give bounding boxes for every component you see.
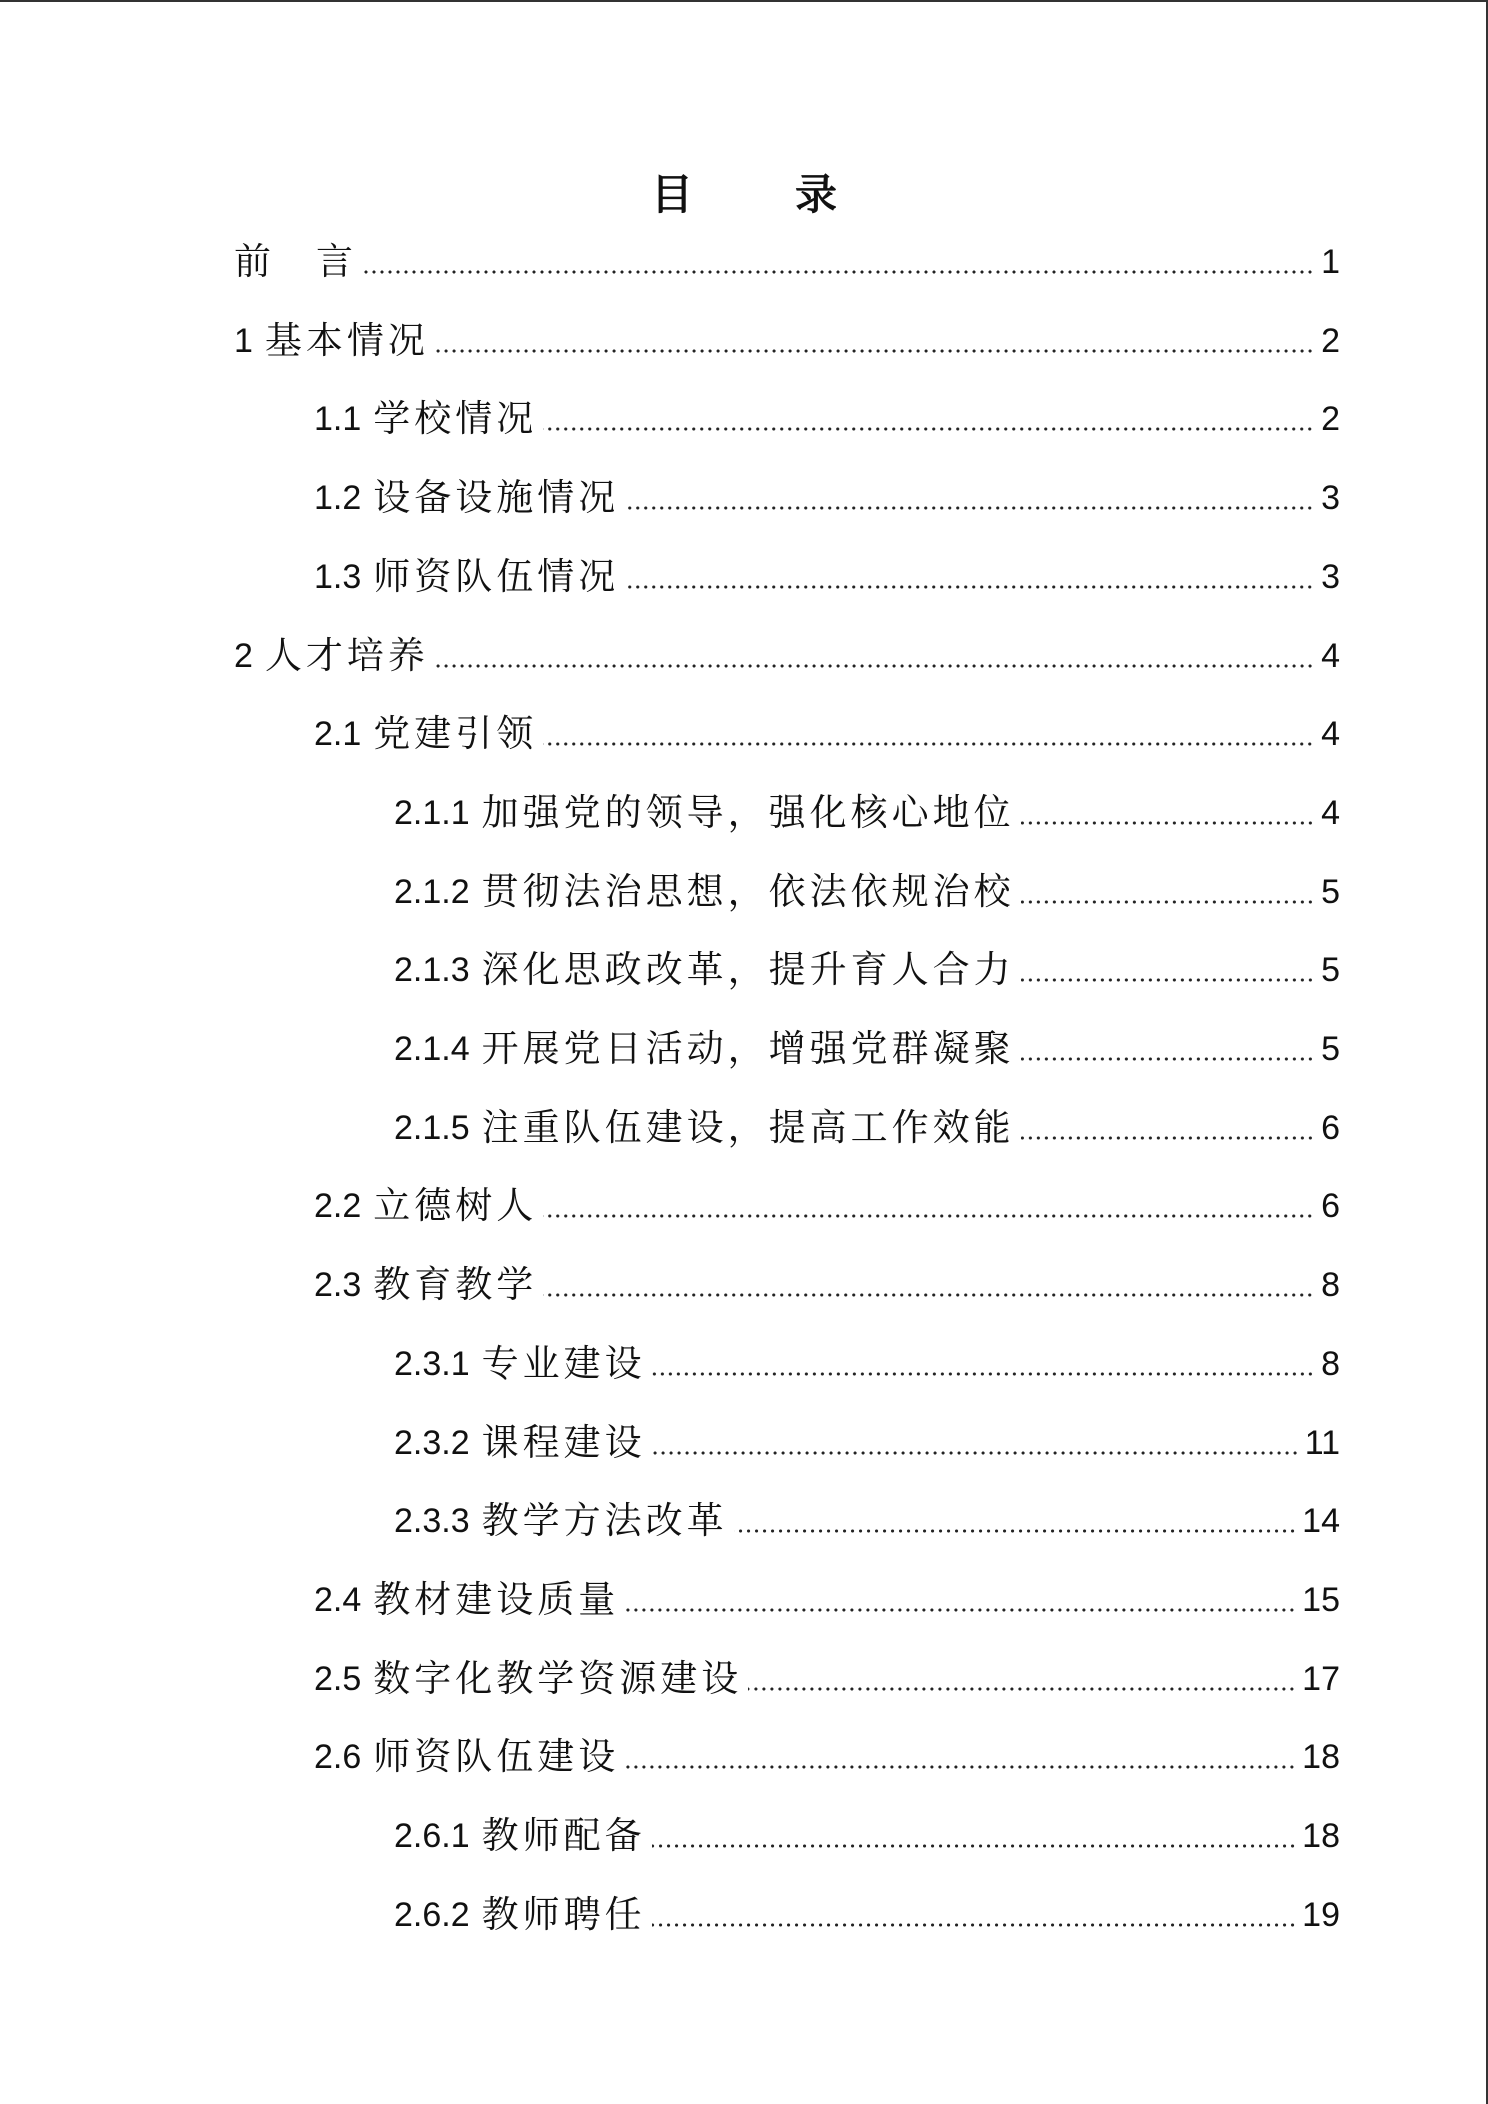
toc-entry-title: 开展党日活动，增强党群凝聚 <box>481 1027 1015 1070</box>
toc-entry-title: 立德树人 <box>373 1184 538 1228</box>
dot-leader <box>1021 1056 1314 1062</box>
toc-entry[interactable] <box>314 1562 1340 1622</box>
toc-entry[interactable] <box>394 932 1340 992</box>
toc-entry[interactable] <box>394 1011 1340 1071</box>
toc-entry[interactable] <box>314 381 1340 441</box>
toc-entry[interactable] <box>394 1877 1340 1937</box>
toc-entry-page-number: 15 <box>1302 1580 1340 1619</box>
toc-entry-title: 教育教学 <box>373 1263 538 1307</box>
toc-entry[interactable] <box>394 1798 1340 1858</box>
dot-leader <box>652 1371 1314 1377</box>
toc-entry-number: 1.1 <box>314 400 362 439</box>
toc-entry[interactable] <box>394 1405 1340 1465</box>
toc-entry-title: 专业建设 <box>481 1341 646 1385</box>
toc-entry-page-number: 18 <box>1302 1817 1340 1855</box>
toc-entry-number: 2.1.4 <box>394 1030 470 1068</box>
toc-entry-number: 2.3.2 <box>394 1423 470 1462</box>
toc-entry-number: 2.6 <box>314 1738 362 1777</box>
toc-entry-number: 2.1.5 <box>394 1108 470 1147</box>
toc-entry-title: 设备设施情况 <box>373 476 620 520</box>
toc-entry-page-number: 2 <box>1321 400 1340 439</box>
dot-leader <box>734 1528 1297 1534</box>
toc-entry-title: 党建引领 <box>373 712 538 756</box>
dot-leader <box>1021 899 1314 905</box>
toc-entry-page-number: 17 <box>1302 1659 1340 1698</box>
toc-entry[interactable] <box>394 775 1340 835</box>
dot-leader <box>1021 977 1314 983</box>
toc-entry[interactable] <box>314 696 1340 756</box>
toc-entry-title: 人才培养 <box>264 633 429 677</box>
dot-leader <box>625 1764 1296 1770</box>
toc-entry[interactable] <box>314 460 1340 520</box>
dot-leader <box>435 663 1314 669</box>
toc-entry[interactable] <box>234 303 1340 363</box>
dot-leader <box>543 741 1314 747</box>
dot-leader <box>543 1292 1314 1298</box>
toc-entry[interactable] <box>234 618 1340 678</box>
toc-entry-number: 2.3.1 <box>394 1344 470 1383</box>
toc-entry-title: 师资队伍情况 <box>373 554 620 598</box>
dot-leader <box>625 584 1314 590</box>
toc-entry-page-number: 18 <box>1302 1738 1340 1777</box>
page-title: 目 录 <box>650 170 867 219</box>
toc-entry-number: 2.1.2 <box>394 872 470 911</box>
dot-leader <box>435 348 1314 354</box>
toc-entry-page-number: 4 <box>1321 636 1340 675</box>
toc-entry-page-number: 8 <box>1321 1266 1340 1305</box>
toc-entry-title: 数字化教学资源建设 <box>373 1656 743 1700</box>
toc-entry[interactable] <box>394 854 1340 914</box>
toc-entry-page-number: 11 <box>1304 1423 1340 1462</box>
dot-leader <box>652 1843 1297 1849</box>
toc-entry-title: 教师聘任 <box>481 1892 646 1936</box>
toc-entry-number: 2.1.3 <box>394 951 470 990</box>
toc-entry-page-number: 5 <box>1321 1030 1340 1068</box>
toc-entry-number: 2.3 <box>314 1266 362 1305</box>
toc-entry[interactable] <box>314 539 1340 599</box>
toc-entry[interactable] <box>314 1641 1340 1701</box>
dot-leader <box>625 1607 1296 1613</box>
toc-entry-page-number: 3 <box>1321 557 1340 596</box>
dot-leader <box>1021 1135 1314 1141</box>
toc-entry-page-number: 4 <box>1321 715 1340 754</box>
toc-entry-title: 师资队伍建设 <box>373 1735 620 1779</box>
toc-entry-page-number: 4 <box>1321 793 1340 832</box>
toc-entry-number: 2.2 <box>314 1187 362 1226</box>
dot-leader <box>363 269 1314 275</box>
toc-entry-page-number: 5 <box>1321 872 1340 911</box>
toc-entry-title: 贯彻法治思想，依法依规治校 <box>481 869 1015 913</box>
dot-leader <box>625 505 1314 511</box>
toc-entry[interactable] <box>234 224 1340 284</box>
dot-leader <box>1021 820 1314 826</box>
toc-entry-number: 2.6.2 <box>394 1895 470 1934</box>
toc-entry-page-number: 14 <box>1302 1502 1340 1541</box>
dot-leader <box>543 426 1314 432</box>
toc-entry-page-number: 8 <box>1321 1344 1340 1383</box>
toc-entry-page-number: 6 <box>1321 1187 1340 1226</box>
toc-entry-title: 前 言 <box>234 240 357 283</box>
toc-entry-number: 2.6.1 <box>394 1817 470 1855</box>
toc-entry-title: 学校情况 <box>373 397 538 441</box>
toc-entry-page-number: 19 <box>1302 1895 1340 1934</box>
toc-entry-page-number: 1 <box>1321 243 1340 281</box>
toc-entry-number: 2.3.3 <box>394 1502 470 1541</box>
toc-entry-number: 2.1 <box>314 715 362 754</box>
toc-entry-page-number: 3 <box>1321 479 1340 518</box>
toc-entry-title: 教学方法改革 <box>481 1499 728 1543</box>
toc-entry-page-number: 5 <box>1321 951 1340 990</box>
toc-entry-number: 1.3 <box>314 557 362 596</box>
toc-entry[interactable] <box>314 1719 1340 1779</box>
toc-entry-number: 1 <box>234 321 253 360</box>
toc-entry-number: 2.4 <box>314 1580 362 1619</box>
dot-leader <box>748 1686 1296 1692</box>
toc-entry-page-number: 2 <box>1321 321 1340 360</box>
toc-entry[interactable] <box>394 1483 1340 1543</box>
toc-entry-title: 课程建设 <box>481 1420 646 1464</box>
toc-entry-title: 注重队伍建设，提高工作效能 <box>481 1105 1015 1149</box>
toc-entry[interactable] <box>314 1168 1340 1228</box>
toc-entry[interactable] <box>394 1326 1340 1386</box>
dot-leader <box>543 1213 1314 1219</box>
toc-entry-number: 2.1.1 <box>394 793 470 832</box>
toc-entry-page-number: 6 <box>1321 1108 1340 1147</box>
toc-entry-title: 教材建设质量 <box>373 1577 620 1621</box>
dot-leader <box>652 1450 1299 1456</box>
toc-entry[interactable] <box>394 1090 1340 1150</box>
toc-entry-title: 加强党的领导，强化核心地位 <box>481 790 1015 834</box>
toc-entry-title: 教师配备 <box>481 1814 646 1857</box>
toc-entry-number: 2 <box>234 636 253 675</box>
toc-entry-title: 深化思政改革，提升育人合力 <box>481 948 1015 992</box>
toc-entry-number: 1.2 <box>314 479 362 518</box>
toc-entry[interactable] <box>314 1247 1340 1307</box>
toc-entry-number: 2.5 <box>314 1659 362 1698</box>
toc-entry-title: 基本情况 <box>264 318 429 362</box>
dot-leader <box>652 1922 1297 1928</box>
